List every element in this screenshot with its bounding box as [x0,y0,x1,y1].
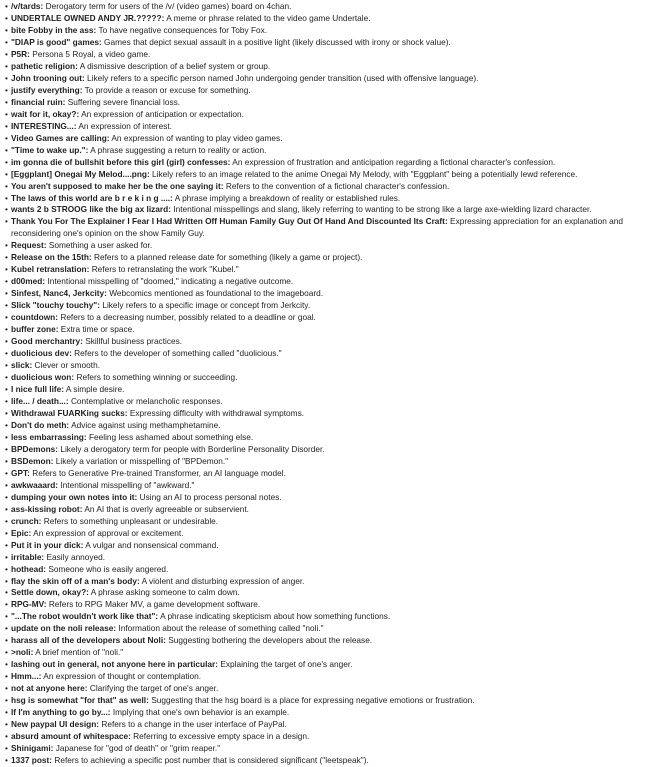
list-item [0,312,672,324]
list-item [0,468,672,480]
list-item [0,480,672,492]
list-item [0,276,672,288]
list-item [0,121,672,133]
term-label: lashing out in general, not anyone here in particular: [11,659,218,670]
term-definition: Likely a variation or misspelling of "BPDemon." [55,455,229,466]
term-definition: A phrase suggesting a return to reality or action. [90,144,267,155]
term-label: wait for it, okay?: [11,108,80,119]
term-definition: Intentional misspellings and slang, likely referring to wanting to be strong like a large axe-wielding lizard character. [173,204,592,215]
list-item [0,372,672,384]
list-item [0,456,672,468]
term-label: Shinigami: [11,743,54,754]
term-label: d00med: [11,276,46,287]
term-definition: Refers to achieving a specific post number that is considered significant ("leetspeak"). [54,755,369,766]
list-item [0,204,672,216]
list-item [0,264,672,276]
term-definition: An expression of frustration and anticipation regarding a fictional character's confession. [232,156,556,167]
term-label: Hmm...: [11,671,42,682]
list-item [0,85,672,97]
list-item [0,145,672,157]
term-definition: Suffering severe financial loss. [67,96,181,107]
term-label: countdown: [11,312,59,323]
term-definition: A phrase asking someone to calm down. [90,587,240,598]
term-definition: Expressing appreciation for an explanation and reconsidering one's opinion on the show Family Guy. [11,216,623,239]
term-definition: A violent and disturbing expression of anger. [141,575,305,586]
term-label: Don't do meth: [11,419,70,430]
list-item [0,659,672,671]
list-item [0,719,672,731]
term-label: You aren't supposed to make her be the one saying it: [11,180,224,191]
term-definition: Persona 5 Royal, a video game. [32,48,151,59]
list-item [0,743,672,755]
term-label: hsg is somewhat "for that" as well: [11,695,149,706]
term-definition: Likely refers to an image related to the anime Onegai My Melody, with "Eggplant" being a potentially lewd reference. [152,168,578,179]
list-item [0,216,672,240]
list-item [0,647,672,659]
list-item [0,408,672,420]
list-item [0,623,672,635]
term-label: bite Fobby in the ass: [11,24,97,35]
term-label: "...The robot wouldn't work like that": [11,611,159,622]
list-item [0,731,672,743]
term-label: duolicious won: [11,372,75,383]
term-definition: Advice against using methamphetamine. [71,419,221,430]
term-label: "Time to wake up.": [11,144,89,155]
list-item [0,181,672,193]
list-item [0,504,672,516]
term-definition: Japanese for "god of death" or "grim reaper." [55,743,221,754]
list-item [0,552,672,564]
term-label: Settle down, okay?: [11,587,89,598]
term-label: P5R: [11,48,30,59]
list-item [0,635,672,647]
term-label: crunch: [11,515,42,526]
term-definition: Contemplative or melancholic responses. [70,395,223,406]
term-label: Withdrawal FUARKing sucks: [11,407,128,418]
term-definition: Refers to a planned release date for something (likely a game or project). [94,252,363,263]
term-label: If I'm anything to go by...: [11,707,111,718]
list-item [0,193,672,205]
term-definition: An expression of wanting to play video games. [111,132,283,143]
list-item [0,1,672,13]
term-label: awkwaaard: [11,479,59,490]
term-label: Slick "touchy touchy": [11,300,101,311]
term-label: not at anyone here: [11,683,88,694]
list-item [0,671,672,683]
list-item [0,516,672,528]
term-label: BSDemon: [11,455,54,466]
term-label: update on the noli release: [11,623,117,634]
list-item [0,528,672,540]
term-label: GPT: [11,467,30,478]
term-definition: A vulgar and nonsensical command. [85,539,219,550]
term-label: Kubel retranslation: [11,264,90,275]
list-item [0,157,672,169]
term-definition: Refers to something winning or succeeding. [76,372,238,383]
term-definition: Information about the release of something called "noli." [118,623,324,634]
term-label: [Eggplant] Onegai My Melod....png: [11,168,150,179]
list-item [0,384,672,396]
term-definition: Likely a derogatory term for people with Borderline Personality Disorder. [60,443,325,454]
term-label: im gonna die of bullshit before this girl (girl) confesses: [11,156,231,167]
list-item [0,300,672,312]
term-label: UNDERTALE OWNED ANDY JR.?????: [11,12,165,23]
list-item [0,707,672,719]
term-definition: A dismissive description of a belief system or group. [79,60,271,71]
list-item [0,133,672,145]
term-definition: Intentional misspelling of "awkward." [60,479,195,490]
list-item [0,109,672,121]
term-label: RPG-MV: [11,599,47,610]
term-definition: Clever or smooth. [34,360,101,371]
term-definition: To have negative consequences for Toby Fox. [98,24,268,35]
term-definition: Refers to the convention of a fictional character's confession. [225,180,450,191]
term-label: Release on the 15th: [11,252,92,263]
term-label: Request: [11,240,47,251]
term-definition: Extra time or space. [60,324,135,335]
list-item [0,97,672,109]
term-definition: Refers to a decreasing number, possibly related to a deadline or goal. [60,312,316,323]
term-label: Epic: [11,527,32,538]
term-definition: A simple desire. [65,384,125,394]
list-item [0,324,672,336]
list-item [0,288,672,300]
list-item [0,348,672,360]
term-label: harass all of the developers about Noli: [11,635,166,646]
term-definition: Games that depict sexual assault in a positive light (likely discussed with irony or shock value). [104,36,451,47]
term-definition: Derogatory term for users of the /v/ (video games) board on 4chan. [45,1,292,11]
term-definition: Explaining the target of one's anger. [220,659,353,670]
list-item [0,25,672,37]
term-definition: Clarifying the target of one's anger. [89,683,219,694]
term-label: financial ruin: [11,96,66,107]
list-item [0,611,672,623]
term-label: less embarrassing: [11,431,87,442]
list-item [0,755,672,767]
term-label: irritable: [11,551,45,562]
list-item [0,49,672,61]
list-item [0,169,672,181]
term-definition: An expression of anticipation or expectation. [81,108,244,119]
list-item [0,683,672,695]
term-label: flay the skin off of a man's body: [11,575,140,586]
term-definition: To provide a reason or excuse for something. [84,84,251,95]
term-label: /v/tards: [11,1,44,11]
term-definition: An expression of approval or excitement. [33,527,184,538]
term-label: >noli: [11,647,34,658]
term-label: absurd amount of whitespace: [11,731,131,742]
term-label: I nice full life: [11,384,65,394]
list-item [0,61,672,73]
term-label: INTERESTING...: [11,120,77,131]
term-label: pathetic religion: [11,60,78,71]
term-label: hothead: [11,563,47,574]
term-label: John trooning out: [11,72,85,83]
term-definition: Referring to excessive empty space in a design. [133,731,310,742]
term-definition: Expressing difficulty with withdrawal symptoms. [129,407,305,418]
term-definition: A brief mention of "noli." [35,647,124,658]
list-item [0,540,672,552]
term-label: The laws of this world are b r e k i n g ....: [11,192,173,203]
list-item [0,37,672,49]
term-label: BPDemons: [11,443,59,454]
term-definition: Suggesting bothering the developers about the release. [168,635,373,646]
list-item [0,73,672,85]
list-item [0,360,672,372]
term-definition: Refers to RPG Maker MV, a game development software. [48,599,261,610]
term-definition: Implying that one's own behavior is an example. [112,707,290,718]
term-definition: An expression of interest. [78,120,172,131]
term-definition: Intentional misspelling of "doomed," indicating a negative outcome. [47,276,294,287]
term-label: buffer zone: [11,324,59,335]
term-definition: Refers to the developer of something called "duolicious." [74,348,282,359]
term-label: Sinfest, Nanc4, Jerkcity: [11,288,107,299]
list-item [0,587,672,599]
list-item [0,576,672,588]
term-definition: Someone who is easily angered. [48,563,169,574]
term-definition: A phrase implying a breakdown of reality or established rules. [174,192,401,203]
term-definition: Likely refers to a specific image or concept from Jerkcity. [102,300,311,311]
term-definition: Skillful business practices. [85,336,183,347]
term-definition: Feeling less ashamed about something else. [88,431,254,442]
term-label: life... / death...: [11,395,69,406]
term-label: ass-kissing robot: [11,503,83,514]
term-definition: Easily annoyed. [46,551,106,562]
term-definition: An expression of thought or contemplation. [43,671,202,682]
term-label: slick: [11,360,33,371]
term-label: duolicious dev: [11,348,72,359]
term-definition: Suggesting that the hsg board is a place for expressing negative emotions or frustration. [151,695,475,706]
list-item [0,240,672,252]
term-definition: Webcomics mentioned as foundational to the imageboard. [109,288,324,299]
list-item [0,13,672,25]
term-label: Video Games are calling: [11,132,110,143]
list-item [0,444,672,456]
term-label: dumping your own notes into it: [11,491,138,502]
list-item [0,252,672,264]
list-item [0,336,672,348]
list-item [0,396,672,408]
term-label: wants 2 b STROOG like the big ax lizard: [11,204,171,215]
list-item [0,599,672,611]
term-definition: Refers to Generative Pre-trained Transformer, an AI language model. [32,467,286,478]
term-definition: An AI that is overly agreeable or subservient. [84,503,249,514]
term-label: "DIAP is good" games: [11,36,102,47]
term-definition: A meme or phrase related to the video game Undertale. [166,12,371,23]
term-label: Put it in your dick: [11,539,84,550]
term-definition: A phrase indicating skepticism about how something functions. [160,611,391,622]
term-definition: Refers to a change in the user interface of PayPal. [101,719,287,730]
term-definition: Refers to retranslating the work "Kubel." [91,264,239,275]
list-item [0,695,672,707]
term-definition: Refers to something unpleasant or undesirable. [43,515,219,526]
term-label: justify everything: [11,84,83,95]
term-label: Thank You For The Explainer I Fear I Had Written Off Human Family Guy Out Of Hand And Discounted Its Craft: [11,216,448,227]
list-item [0,564,672,576]
term-label: 1337 post: [11,755,53,766]
term-definition: Something a user asked for. [48,240,153,251]
term-label: Good merchantry: [11,336,83,347]
term-label: New paypal UI design: [11,719,100,730]
list-item [0,420,672,432]
term-definition: Using an AI to process personal notes. [139,491,282,502]
list-item [0,432,672,444]
list-item [0,492,672,504]
term-definition: Likely refers to a specific person named John undergoing gender transition (used with offensive language). [87,72,479,83]
